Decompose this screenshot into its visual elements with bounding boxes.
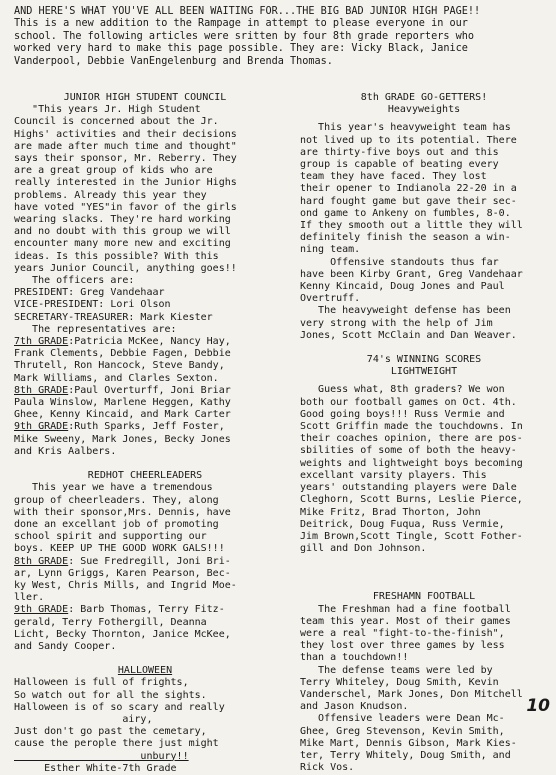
body-line: they lost over three games by less	[300, 640, 505, 652]
body-line: their coaches opinion, there are pos-	[300, 433, 523, 445]
body-line: were a real "fight-to-the-finish",	[300, 627, 505, 639]
body-line: Jim Brown,Scott Tingle, Scott Fother-	[300, 530, 523, 542]
body-line: Terry Whiteley, Doug Smith, Kevin	[300, 676, 499, 688]
body-line: done an excellant job of promoting	[14, 518, 219, 530]
article-title: JUNIOR HIGH STUDENT COUNCIL	[63, 92, 227, 103]
body-line: group is capable of beating every	[300, 159, 499, 171]
body-line: are made after much time and thought"	[14, 140, 237, 152]
body-line: have voted "YES"in favor of the girls	[14, 201, 237, 213]
body-line: ning team.	[300, 244, 361, 256]
body-line: Cleghorn, Scott Burns, Leslie Pierce,	[300, 494, 523, 506]
body-line: Rick Vos.	[300, 762, 355, 774]
body-line: problems. Already this year they	[14, 189, 207, 201]
go-getters-article	[300, 92, 548, 342]
grade9-reps	[14, 421, 276, 433]
grade-text: :Ruth Sparks, Jeff Foster,	[68, 421, 225, 433]
grade-text: :Paul Overturff, Joni Briar	[68, 384, 231, 396]
body-line: Ghee, Kenny Kincaid, and Mark Carter	[14, 409, 231, 421]
body-line: and no doubt with this group we will	[14, 226, 231, 238]
intro-line: Vanderpool, Debbie VanEngelenburg and Brenda Thomas.	[14, 55, 333, 67]
body-line: team this year. Most of their games	[300, 615, 511, 627]
body-line: group of cheerleaders. They, along	[14, 494, 219, 506]
body-line: with their sponsor,Mrs. Dennis, have	[14, 506, 231, 518]
grade-label: 9th GRADE	[14, 604, 69, 616]
body-line: ideas. Is this possible? With this	[14, 250, 219, 262]
body-line: Deitrick, Doug Fuqua, Russ Vermie,	[300, 518, 505, 530]
body-line: The heavyweight defense has been	[300, 305, 511, 317]
body-line: Offensive standouts thus far	[300, 256, 499, 268]
intro-line: worked very hard to make this page possible. They are: Vicky Black, Janice	[14, 43, 468, 55]
officer-line: PRESIDENT: Greg Vandehaar	[14, 287, 165, 299]
body-line: very strong with the help of Jim	[300, 317, 493, 329]
grade-label: 8th GRADE	[14, 555, 69, 567]
body-line: Scott Griffin made the touchdowns. In	[300, 421, 523, 433]
body-line: Jones, Scott McClain and Dan Weaver.	[300, 329, 517, 341]
body-line: team they have faced. They lost	[300, 171, 487, 183]
cheerleaders-article	[14, 470, 276, 653]
reps-intro: The representatives are:	[14, 323, 177, 335]
body-line: both our football games on Oct. 4th.	[300, 396, 517, 408]
article-title: 8th GRADE GO-GETTERS!	[360, 92, 488, 103]
body-line: their opener to Indianola 22-20 in a	[300, 183, 517, 195]
poem-author: Esther White-7th Grade	[14, 762, 177, 774]
body-line: Vanderschel, Mark Jones, Don Mitchell	[300, 688, 523, 700]
poem-line: Halloween is of so scary and really	[14, 701, 225, 713]
body-line: ar, Lynn Griggs, Karen Pearson, Bec-	[14, 567, 231, 579]
body-line: This year we have a tremendous	[14, 482, 213, 494]
body-line: than a touchdown!!	[300, 652, 409, 664]
body-line: sbilities of some of both the heavy-	[300, 445, 517, 457]
winning-scores-article	[300, 354, 548, 555]
poem-line: airy,	[14, 713, 153, 725]
body-line: If they smooth out a little they will	[300, 220, 523, 232]
student-council-article	[14, 92, 276, 458]
body-line: excellant varsity players. This	[300, 469, 487, 481]
grade7-reps	[14, 336, 276, 348]
body-line: and Jason Knudson.	[300, 701, 409, 713]
poem-title: HALLOWEEN	[117, 665, 173, 677]
body-line: The officers are:	[14, 275, 135, 287]
body-line: not lived up to its potential. There	[300, 134, 517, 146]
body-line: says their sponsor, Mr. Reberry. They	[14, 153, 237, 165]
poem-line: Just don't go past the cemetary,	[14, 726, 207, 738]
grade-label: 7th GRADE	[14, 336, 69, 348]
officer-line: SECRETARY-TREASURER: Mark Kiester	[14, 311, 213, 323]
poem-line: Halloween is full of frights,	[14, 677, 189, 689]
body-line: school spirit and supporting our	[14, 531, 207, 543]
article-subtitle: Heavyweights	[387, 104, 461, 116]
article-body	[14, 104, 276, 287]
body-line: gill and Don Johnson.	[300, 543, 427, 555]
body-line: Mike Sweeny, Mark Jones, Becky Jones	[14, 433, 231, 445]
body-line: ond game to Ankeny on fumbles, 8-0.	[300, 207, 511, 219]
body-line: ller.	[14, 592, 45, 604]
body-line: The Freshman had a fine football	[300, 603, 511, 615]
body-line: definitely finish the season a win-	[300, 232, 511, 244]
body-line: have been Kirby Grant, Greg Vandehaar	[300, 268, 523, 280]
body-line: and Kris Aalbers.	[14, 445, 117, 457]
right-column	[300, 92, 548, 774]
page-number: 10	[526, 696, 550, 716]
body-line: wearing slacks. They're hard working	[14, 214, 231, 226]
poem-line: unbury!!	[14, 750, 189, 762]
body-line: "This years Jr. High Student	[14, 104, 201, 116]
grade-text: :Patricia McKee, Nancy Hay,	[68, 336, 231, 348]
body-line: years Junior Council, anything goes!!	[14, 262, 237, 274]
grade-text: : Barb Thomas, Terry Fitz-	[68, 604, 225, 616]
grade9-cheer	[14, 604, 276, 616]
body-line: years' outstanding players were Dale	[300, 482, 517, 494]
body-line: really interested in the Junior Highs	[14, 177, 237, 189]
body-line: encounter many more new and exciting	[14, 238, 231, 250]
body-line: The defense teams were led by	[300, 664, 493, 676]
intro-line: This is a new addition to the Rampage in attempt to please everyone in our	[14, 18, 468, 30]
grade8-reps	[14, 385, 276, 397]
body-line: Thrutell, Ron Hancock, Steve Bandy,	[14, 360, 225, 372]
body-line: Council is concerned about the Jr.	[14, 116, 219, 128]
article-title: REDHOT CHEERLEADERS	[87, 470, 203, 482]
grade8-cheer	[14, 556, 276, 568]
left-column	[14, 92, 276, 775]
intro-line: school. The following articles were sritten by four 8th grade reporters who	[14, 30, 475, 42]
grade-label: 8th GRADE	[14, 384, 69, 396]
body-line: Paula Winslow, Marlene Heggen, Kathy	[14, 397, 231, 409]
body-line: Offensive leaders were Dean Mc-	[300, 713, 505, 725]
body-line: boys. KEEP UP THE GOOD WORK GALS!!!	[14, 543, 225, 555]
body-line: are a great group of kids who are	[14, 165, 213, 177]
intro-line: AND HERE'S WHAT YOU'VE ALL BEEN WAITING FOR...THE BIG BAD JUNIOR HIGH PAGE!!	[14, 6, 481, 17]
poem-line: So watch out for all the sights.	[14, 689, 207, 701]
body-line: Mark Williams, and Clarles Sexton.	[14, 372, 219, 384]
body-line: Guess what, 8th graders? We won	[300, 384, 505, 396]
body-line: Kenny Kincaid, Doug Jones and Paul	[300, 281, 505, 293]
body-line: Ghee, Greg Stevenson, Kevin Smith,	[300, 725, 505, 737]
article-title: FRESHAMN FOOTBALL	[372, 591, 476, 603]
intro-paragraph	[14, 6, 544, 68]
body-line: are thirty-five boys out and this	[300, 146, 499, 158]
body-line: gerald, Terry Fothergill, Deanna	[14, 616, 207, 628]
body-line: Overtruff.	[300, 293, 361, 305]
body-line: weights and lightweight boys becoming	[300, 457, 523, 469]
body-line: ky West, Chris Mills, and Ingrid Moe-	[14, 579, 237, 591]
grade-label: 9th GRADE	[14, 421, 69, 433]
body-line: and Sandy Cooper.	[14, 640, 117, 652]
body-line: Mike Mart, Dennis Gibson, Mark Kies-	[300, 737, 517, 749]
body-line: hard fought game but gave their sec-	[300, 195, 517, 207]
body-line: Highs' activities and their decisions	[14, 128, 237, 140]
body-line: This year's heavyweight team has	[300, 122, 511, 134]
body-line: Good going boys!!! Russ Vermie and	[300, 408, 505, 420]
article-title: 74's WINNING SCORES	[366, 354, 482, 366]
grade-text: : Sue Fredregill, Joni Bri-	[68, 555, 231, 567]
body-line: Licht, Becky Thornton, Janice McKee,	[14, 628, 231, 640]
body-line: Frank Clements, Debbie Fagen, Debbie	[14, 348, 231, 360]
body-line: Mike Fritz, Brad Thorton, John	[300, 506, 481, 518]
poem-line: cause the perople there just might	[14, 738, 219, 750]
body-line: ter, Terry Whitely, Doug Smith, and	[300, 749, 511, 761]
freshman-football-article	[300, 591, 548, 774]
halloween-poem	[14, 665, 276, 775]
article-subtitle: LIGHTWEIGHT	[390, 366, 458, 378]
officer-line: VICE-PRESIDENT: Lori Olson	[14, 299, 171, 311]
